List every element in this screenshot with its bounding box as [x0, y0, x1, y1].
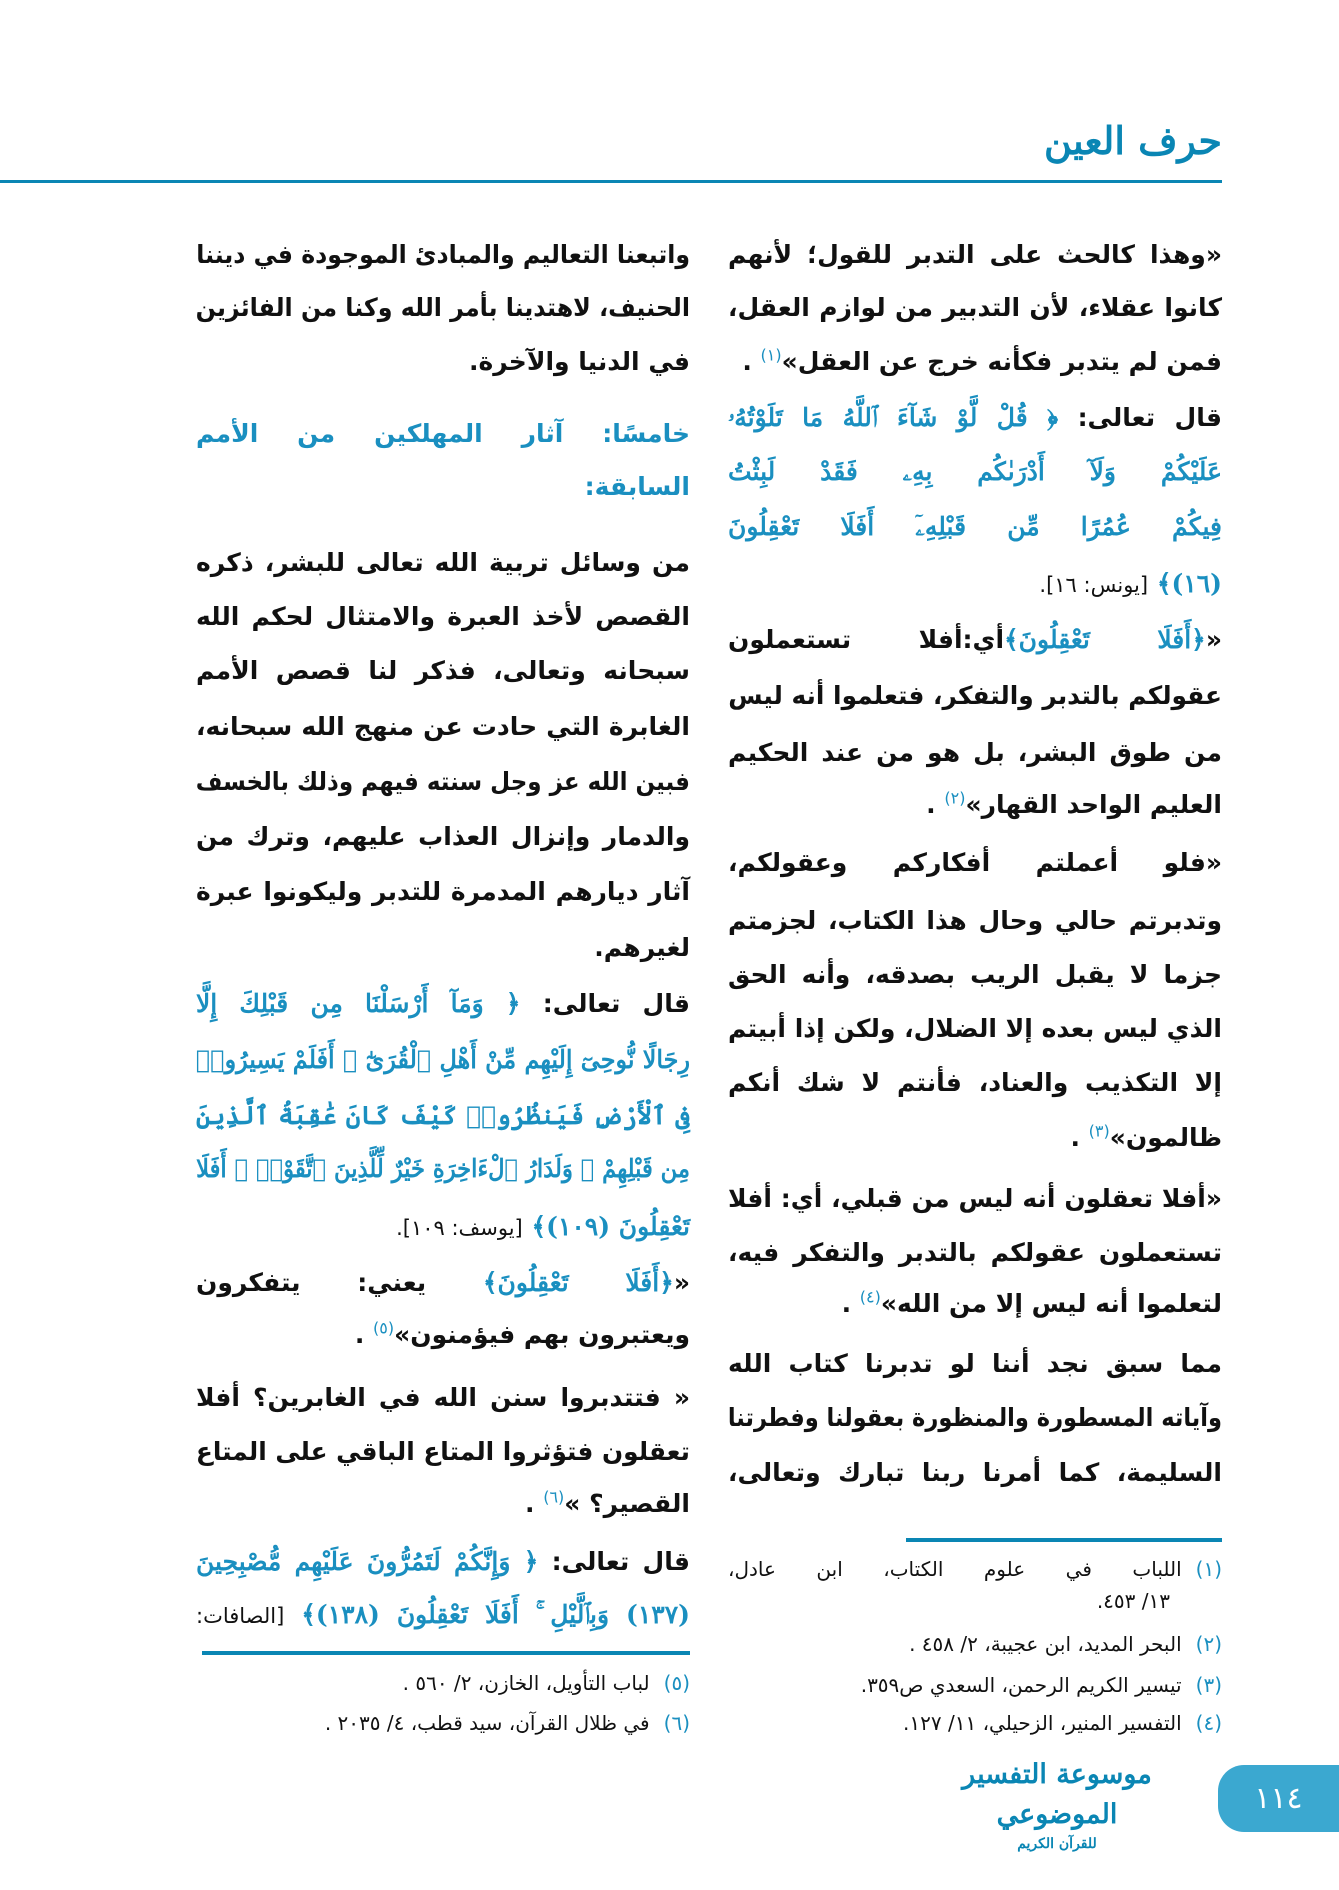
footnote [728, 1666, 1222, 1704]
text-line [196, 702, 690, 752]
text-line [728, 1448, 1222, 1498]
body-text: إلا التكذيب والعناد، فأنتم لا شك أنكم [728, 1068, 1222, 1098]
footnote-marker: (٣) [1088, 1121, 1110, 1141]
body-text: من طوق البشر، بل هو من عند الحكيم [728, 738, 1222, 768]
verse-reference: [الصافات: [196, 1603, 285, 1628]
text-line [196, 409, 690, 459]
text-line [727, 1393, 1222, 1443]
footnote-number: (٤) [1195, 1711, 1222, 1736]
verse-reference: [يونس: ١٦]. [1039, 573, 1149, 598]
body-text: واتبعنا التعاليم والمبادئ الموجودة في ديننا [196, 240, 690, 270]
footnote-number: (١) [1195, 1556, 1222, 1581]
text-line [196, 867, 690, 917]
text-line [196, 923, 690, 973]
text-line [196, 462, 690, 512]
text-line [196, 1537, 690, 1587]
footnote-text: في ظلال القرآن، سيد قطب، ٤/ ٢٠٣٥ . [324, 1711, 650, 1736]
body-text: ويعتبرون بهم فيؤمنون» [394, 1320, 690, 1350]
text-line [196, 337, 690, 387]
body-text: . [926, 789, 945, 819]
body-text: وتدبرتم حالي وحال هذا الكتاب، لجزمتم [728, 905, 1222, 935]
footnote-marker: (٥) [373, 1318, 395, 1338]
text-line [728, 337, 1222, 387]
footnote [196, 1704, 690, 1742]
body-text: الذي ليس بعده إلا الضلال، ولكن إذا أبيتم [728, 1014, 1222, 1044]
footnote-number: (٢) [1195, 1631, 1222, 1656]
text-line [196, 1373, 690, 1423]
quran-verse: مِن قَبْلِهِمْ ۗ وَلَدَارُ ٱلْءَاخِرَةِ خَيْرٌ لِّلَّذِينَ ٱتَّقَوْا۟ ۗ أَفَلَا [196, 1153, 690, 1183]
footnote-text: البحر المديد، ابن عجيبة، ٢/ ٤٥٨ . [909, 1631, 1182, 1656]
text-line [728, 1004, 1222, 1054]
body-text: الحنيف، لاهتدينا بأمر الله وكنا من الفائزين [195, 293, 691, 323]
quran-verse: ﴿ وَإِنَّكُمْ لَتَمُرُّونَ عَلَيْهِم مُّصْبِحِينَ [196, 1546, 539, 1576]
text-line [728, 896, 1222, 946]
text-line [196, 1202, 690, 1252]
text-line [728, 728, 1222, 778]
body-text: قال تعالى: [1058, 403, 1222, 433]
body-text: آثار ديارهم المدمرة للتدبر وليكونوا عبرة [196, 876, 690, 906]
body-text: مما سبق نجد أننا لو تدبرنا كتاب الله [728, 1349, 1222, 1379]
body-text: . [525, 1488, 544, 1518]
body-text: وآياته المسطورة والمنظورة بعقولنا وفطرتنا [727, 1403, 1222, 1433]
text-line [728, 393, 1222, 443]
footnote-text: ١٣/ ٤٥٣. [1096, 1589, 1170, 1614]
body-text: لغيرهم. [594, 933, 690, 963]
footnote-separator-right [906, 1538, 1222, 1542]
body-text: فمن لم يتدبر فكأنه خرج عن العقل» [781, 346, 1222, 376]
footnote-marker: (٤) [859, 1287, 881, 1307]
text-line [728, 230, 1222, 280]
body-text: جزما لا يقبل الريب بصدقه، وأنه الحق [728, 959, 1222, 989]
quran-verse: ﴿أَفَلَا تَعْقِلُونَ﴾ [482, 1268, 674, 1298]
text-line [728, 1174, 1222, 1224]
body-text: «وهذا كالحث على التدبر للقول؛ لأنهم [728, 240, 1222, 270]
text-line [196, 592, 690, 642]
body-text: والدمار وإنزال العذاب عليهم، وترك من [196, 822, 690, 852]
body-text: قال تعالى: [538, 1546, 691, 1576]
text-line [196, 812, 690, 862]
header-rule [0, 180, 1222, 183]
text-line [196, 1144, 690, 1194]
text-line [728, 780, 1222, 830]
footnote [728, 1582, 1222, 1620]
text-line [728, 671, 1222, 721]
body-text: في الدنيا والآخرة. [469, 346, 690, 376]
text-line [728, 1339, 1222, 1389]
text-line [196, 1590, 690, 1640]
body-text: القصير؟ » [564, 1488, 690, 1518]
body-text: عقولكم بالتدبر والتفكر، فتعلموا أنه ليس [728, 681, 1222, 711]
body-text: «أفلا تعقلون أنه ليس من قبلي، أي: أفلا [728, 1183, 1222, 1213]
footnote-number: (٦) [663, 1711, 690, 1736]
text-line [195, 1427, 691, 1477]
quran-verse: ﴿ وَمَآ أَرْسَلْنَا مِن قَبْلِكَ إِلَّا [196, 988, 521, 1018]
footnote-marker: (١) [760, 345, 782, 365]
body-text: « [673, 1268, 690, 1298]
quran-verse: فِيكُمْ عُمُرًا مِّن قَبْلِهِۦٓ أَفَلَا تَعْقِلُونَ [728, 511, 1222, 541]
text-line [195, 1035, 690, 1085]
quran-verse: ﴿أَفَلَا تَعْقِلُونَ﴾ [1004, 624, 1206, 654]
body-text: . [1070, 1122, 1089, 1152]
quran-verse: عَلَيْكُمْ وَلَآ أَدْرَىٰكُم بِهِۦ فَقَدْ لَبِثْتُ [728, 457, 1222, 487]
footnote [196, 1664, 690, 1702]
body-text: أي:أفلا تستعملون [728, 624, 1005, 654]
chapter-title: حرف العين [1044, 118, 1222, 163]
text-line [196, 1258, 690, 1308]
body-text: سبحانه وتعالى، فذكر لنا قصص الأمم [196, 656, 690, 686]
quran-verse: ﴿ قُلْ لَّوْ شَآءَ ٱللَّهُ مَا تَلَوْتُهُۥ [728, 403, 1059, 433]
quran-verse: رِجَالًا نُّوحِىٓ إِلَيْهِم مِّنْ أَهْلِ ٱلْقُرَىٰٓ ۗ أَفَلَمْ يَسِيرُوا۟ [195, 1045, 690, 1075]
logo-subtitle: للقرآن الكريم [1017, 1836, 1097, 1852]
text-line [728, 1279, 1222, 1329]
body-text: كانوا عقلاء، لأن التدبير من لوازم العقل، [728, 293, 1222, 323]
footnote-marker: (٢) [944, 788, 966, 808]
text-line [196, 1091, 690, 1141]
footnote-number: (٥) [663, 1671, 690, 1696]
text-line [728, 950, 1222, 1000]
text-line [195, 757, 690, 807]
section-heading: السابقة: [584, 471, 690, 501]
body-text: . [742, 346, 761, 376]
text-line [728, 615, 1222, 665]
body-text: فبين الله عز وجل سنته فيهم وذلك بالخسف [195, 767, 690, 797]
text-line [728, 838, 1222, 888]
body-text: تعقلون فتؤثروا المتاع الباقي على المتاع [195, 1437, 691, 1467]
body-text: . [841, 1288, 860, 1318]
footnote-text: اللباب في علوم الكتاب، ابن عادل، [728, 1556, 1182, 1581]
footnote-number: (٣) [1195, 1672, 1222, 1697]
text-line [196, 1310, 690, 1360]
body-text: العليم الواحد القهار» [965, 789, 1222, 819]
footnote [728, 1625, 1222, 1663]
text-line [728, 559, 1222, 609]
text-line [728, 1228, 1222, 1278]
text-line [728, 447, 1222, 497]
body-text: يعني: يتفكرون [196, 1268, 483, 1298]
quran-verse: (١٣٧) وَبِٱلَّيْلِ ۚ أَفَلَا تَعْقِلُونَ (١٣٨)﴾ [284, 1599, 690, 1629]
text-line [728, 1058, 1222, 1108]
body-text: القصص لأخذ العبرة والامتثال لحكم الله [196, 601, 690, 631]
body-text: قال تعالى: [520, 988, 690, 1018]
quran-verse: (١٦)﴾ [1148, 569, 1222, 599]
body-text: ظالمون» [1109, 1122, 1222, 1152]
body-text: . [354, 1320, 374, 1350]
series-logo [934, 1755, 1180, 1853]
text-line [196, 646, 690, 696]
text-line [195, 283, 691, 333]
quran-verse: تَعْقِلُونَ (١٠٩)﴾ [522, 1211, 690, 1241]
body-text: السليمة، كما أمرنا ربنا تبارك وتعالى، [728, 1457, 1222, 1487]
text-line [728, 1113, 1222, 1163]
footnote-separator-left [202, 1651, 690, 1655]
footnote-marker: (٦) [543, 1487, 565, 1507]
text-line [196, 979, 690, 1029]
footnote-text: تيسير الكريم الرحمن، السعدي ص٣٥٩. [860, 1672, 1182, 1697]
quran-verse: فِى ٱلْأَرْضِ فَيَنظُرُوا۟ كَيْفَ كَانَ عَٰقِبَةُ ٱلَّذِينَ [196, 1100, 690, 1130]
body-text: لتعلموا أنه ليس إلا من الله» [880, 1288, 1222, 1318]
page-number: ١١٤ [1218, 1765, 1339, 1832]
body-text: « فتتدبروا سنن الله في الغابرين؟ أفلا [196, 1382, 690, 1412]
text-line [196, 1479, 690, 1529]
body-text: تستعملون عقولكم بالتدبر والتفكر فيه، [728, 1238, 1222, 1268]
text-line [728, 283, 1222, 333]
text-line [728, 502, 1222, 552]
footnote [728, 1704, 1222, 1742]
logo-title: موسوعة التفسير الموضوعي [962, 1759, 1152, 1830]
body-text: الغابرة التي حادت عن منهج الله سبحانه، [196, 711, 690, 741]
section-heading: خامسًا: آثار المهلكين من الأمم [196, 418, 690, 448]
body-text: «فلو أعملتم أفكاركم وعقولكم، [728, 847, 1222, 877]
body-text: من وسائل تربية الله تعالى للبشر، ذكره [196, 547, 690, 577]
footnote-text: لباب التأويل، الخازن، ٢/ ٥٦٠ . [402, 1671, 650, 1696]
body-text: « [1205, 624, 1222, 654]
text-line [196, 230, 690, 280]
footnote-text: التفسير المنير، الزحيلي، ١١/ ١٢٧. [903, 1711, 1182, 1736]
verse-reference: [يوسف: ١٠٩]. [396, 1215, 523, 1240]
text-line [196, 538, 690, 588]
